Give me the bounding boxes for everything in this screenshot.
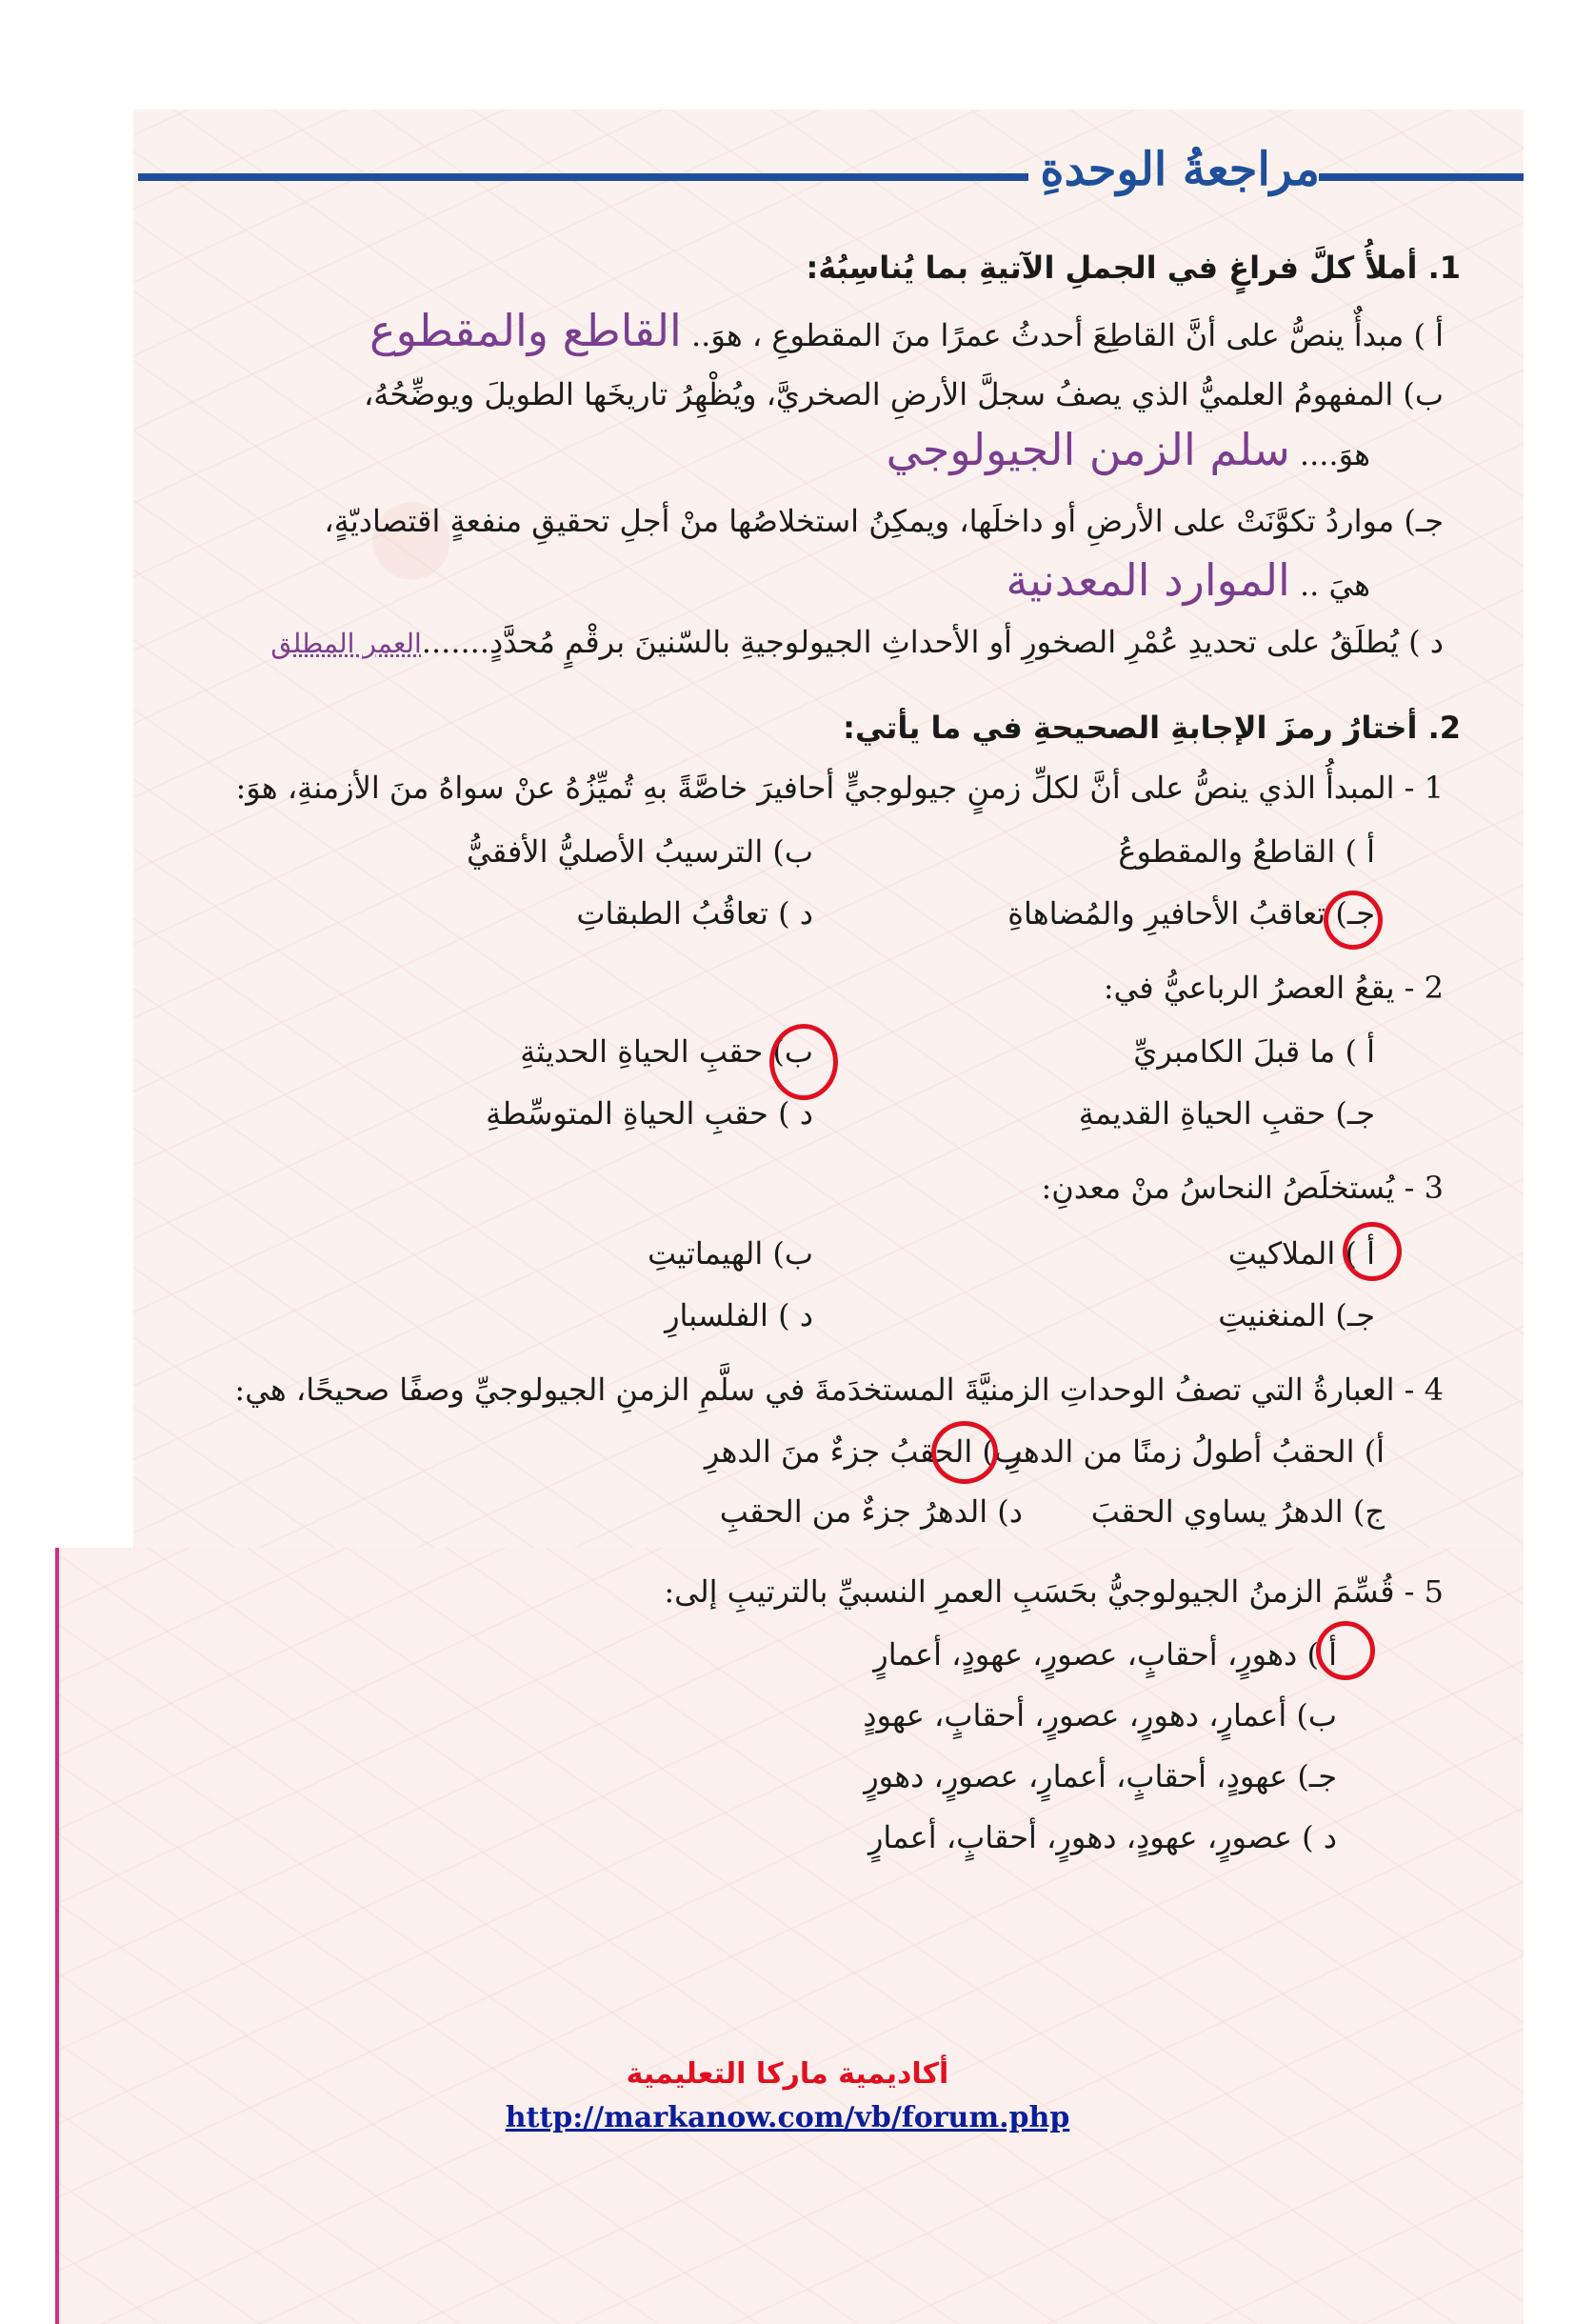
answer-circle-item2	[769, 1024, 838, 1100]
margin-line	[55, 1548, 59, 2324]
q2-item4-opt-b: ب) الحقبُ جزءٌ منَ الدهرِ	[704, 1433, 1023, 1470]
q2-item5-stem: 5 - قُسِّمَ الزمنُ الجيولوجيُّ بحَسَبِ العمرِ النسبيِّ بالترتيبِ إلى:	[664, 1573, 1444, 1610]
q1-b-answer: سلم الزمن الجيولوجي	[886, 424, 1290, 475]
q2-item5-opt-a: أ ) دهورٍ، أحقابٍ، عصورٍ، عهودٍ، أعمارٍ	[873, 1636, 1337, 1673]
answer-circle-item1	[1324, 891, 1383, 950]
q1-d-text: د ) يُطلَقُ على تحديدِ عُمْرِ الصخورِ أو الأحداثِ الجيولوجيةِ بالسّنينَ برقْمٍ مُحدَّدٍ.......	[421, 624, 1444, 660]
q2-item2-opt-d: د ) حقبِ الحياةِ المتوسِّطةِ	[486, 1095, 813, 1132]
q1-c-prefix: هيَ ..	[1299, 567, 1370, 603]
q1-prompt: 1. أملأُ كلَّ فراغٍ في الجملِ الآتيةِ بما يُناسِبُهُ:	[806, 250, 1461, 286]
footer-academy: أكاديمية ماركا التعليمية	[626, 2057, 949, 2091]
q2-item2-opt-c: جـ) حقبِ الحياةِ القديمةِ	[1078, 1095, 1375, 1132]
q2-item1-stem: 1 - المبدأُ الذي ينصُّ على أنَّ لكلِّ زمنٍ جيولوجيٍّ أحافيرَ خاصَّةً بهِ تُميِّزُهُ عنْ سواهُ منَ الأزمنةِ، هوَ:	[235, 770, 1444, 806]
q2-item1-opt-b: ب) الترسيبُ الأصليُّ الأفقيُّ	[467, 833, 813, 870]
q2-item1-opt-d: د ) تعاقُبُ الطبقاتِ	[576, 895, 813, 932]
answer-circle-item4	[931, 1421, 998, 1484]
q1-b-prefix: هوَ....	[1299, 436, 1370, 472]
q2-item3-opt-b: ب) الهيماتيتِ	[647, 1235, 813, 1272]
q2-item2-opt-b: ب) حقبِ الحياةِ الحديثةِ	[520, 1033, 813, 1070]
page-title: مراجعةُ الوحدةِ	[1040, 143, 1320, 196]
q2-item5-opt-c: جـ) عهودٍ، أحقابٍ، أعمارٍ، عصورٍ، دهورٍ	[864, 1758, 1337, 1794]
title-rule-right	[1319, 173, 1524, 181]
q1-b-line1: ب) المفهومُ العلميُّ الذي يصفُ سجلَّ الأرضِ الصخريَّ، ويُظْهِرُ تاريخَها الطويلَ ويوضِّحُهُ،	[363, 376, 1444, 412]
q2-item4-opt-c: ج) الدهرُ يساوي الحقبَ	[1090, 1493, 1385, 1530]
q1-d	[270, 624, 1444, 660]
q2-item3-stem: 3 - يُستخلَصُ النحاسُ منْ معدنِ:	[1041, 1170, 1444, 1206]
q2-item5-opt-b: ب) أعمارٍ، دهورٍ، عصورٍ، أحقابٍ، عهودٍ	[863, 1697, 1337, 1733]
q1-a-answer: القاطع والمقطوع	[369, 305, 682, 356]
q1-c-line1: جـ) مواردُ تكوَّنَتْ على الأرضِ أو داخلَها، ويمكِنُ استخلاصُها منْ أجلِ تحقيقِ منفعةٍ اقتصاديّةٍ،	[324, 503, 1444, 539]
q2-item5-opt-d: د ) عصورٍ، عهودٍ، دهورٍ، أحقابٍ، أعمارٍ	[867, 1819, 1337, 1855]
answer-circle-item3	[1343, 1222, 1402, 1281]
q1-c-answer: الموارد المعدنية	[1006, 554, 1290, 606]
q1-b-line2	[887, 424, 1370, 475]
answer-circle-item5	[1316, 1621, 1375, 1680]
q2-item4-opt-d: د) الدهرُ جزءٌ من الحقبِ	[719, 1493, 1023, 1530]
q2-item3-opt-d: د ) الفلسبارِ	[665, 1297, 813, 1333]
q2-item4-opt-a: أ) الحقبُ أطولُ زمنًا من الدهرِ	[1007, 1433, 1385, 1470]
q1-d-answer: العمر المطلق	[270, 628, 422, 659]
q2-item2-opt-a: أ ) ما قبلَ الكامبريِّ	[1133, 1033, 1375, 1070]
q1-c-line2	[1006, 554, 1370, 606]
q2-prompt: 2. أختارُ رمزَ الإجابةِ الصحيحةِ في ما يأتي:	[843, 710, 1461, 746]
q2-item2-stem: 2 - يقعُ العصرُ الرباعيُّ في:	[1103, 970, 1444, 1006]
title-rule-left	[138, 173, 1028, 181]
q2-item3-opt-c: جـ) المنغنيتِ	[1218, 1297, 1375, 1333]
q1-a-text: أ ) مبدأٌ ينصُّ على أنَّ القاطِعَ أحدثُ عمرًا منَ المقطوعِ ، هوَ..	[690, 317, 1444, 353]
footer-link[interactable]: http://markanow.com/vb/forum.php	[505, 2101, 1070, 2134]
q2-item1-opt-c: جـ) تعاقبُ الأحافيرِ والمُضاهاةِ	[1007, 895, 1375, 932]
q2-item4-stem: 4 - العبارةُ التي تصفُ الوحداتِ الزمنيَّةَ المستخدَمةَ في سلَّمِ الزمنِ الجيولوجيِّ وصفًا صحيحًا، هي:	[234, 1372, 1444, 1408]
q2-item1-opt-a: أ ) القاطعُ والمقطوعُ	[1118, 833, 1375, 870]
q1-a	[369, 305, 1444, 356]
q2-item3-opt-a: أ ) الملاكيتِ	[1227, 1235, 1375, 1272]
